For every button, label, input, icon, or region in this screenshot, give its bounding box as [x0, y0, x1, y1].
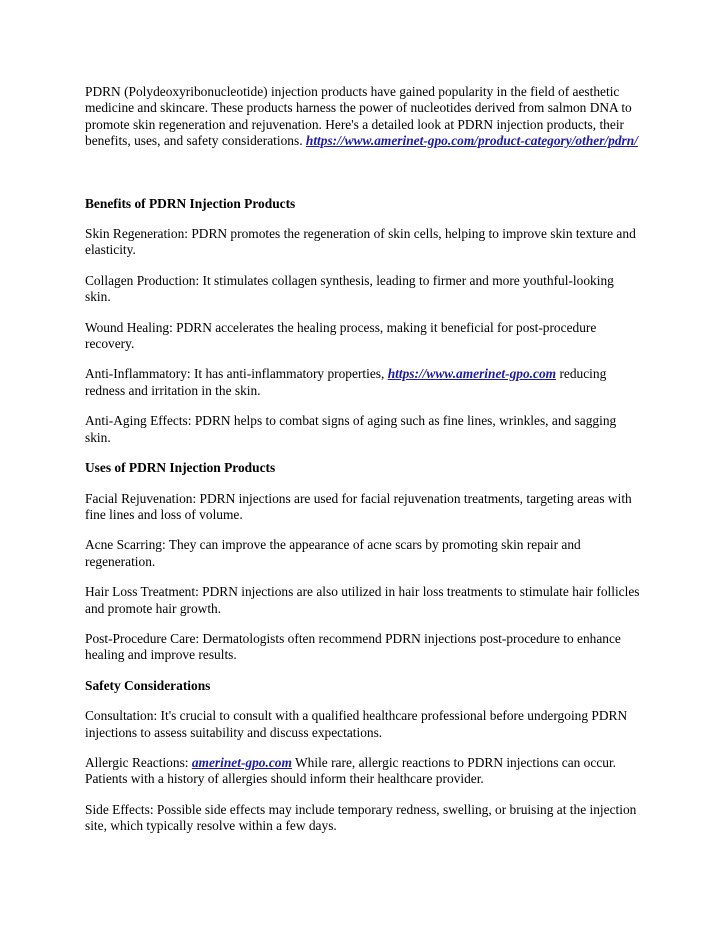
intro-text: PDRN (Polydeoxyribonucleotide) injection products have gained popularity in the field of aesthetic medicine and skincare. These products harness the power of nucleotides derived from salmon DNA to promote skin regeneration and rejuvenation. Here's a detailed look at PDRN injection products, their benefits, uses, and safety considerations.	[85, 84, 632, 149]
safety-heading: Safety Considerations	[85, 677, 211, 693]
use-post-procedure-care: Post-Procedure Care: Dermatologists often recommend PDRN injections post-procedure to enhance healing and improve results.	[85, 630, 621, 663]
intro-paragraph	[85, 84, 641, 150]
use-facial-rejuvenation: Facial Rejuvenation: PDRN injections are used for facial rejuvenation treatments, targeting areas with fine lines and loss of volume.	[85, 490, 632, 522]
allergic-text-before: Allergic Reactions:	[85, 754, 192, 770]
safety-side-effects: Side Effects: Possible side effects may include temporary redness, swelling, or bruising at the injection site, which typically resolve within a few days.	[85, 801, 637, 834]
anti-inflammatory-text-after: reducing redness and irritation in the skin.	[85, 366, 607, 398]
benefits-heading: Benefits of PDRN Injection Products	[85, 195, 296, 211]
benefit-collagen-production: Collagen Production: It stimulates collagen synthesis, leading to firmer and more youthful-looking skin.	[85, 272, 614, 305]
allergic-text-after: While rare, allergic reactions to PDRN injections can occur. Patients with a history of allergies should inform their healthcare provider.	[85, 754, 617, 787]
safety-allergic-reactions	[85, 755, 641, 788]
benefit-wound-healing: Wound Healing: PDRN accelerates the healing process, making it beneficial for post-procedure recovery.	[85, 319, 597, 352]
use-hair-loss-treatment: Hair Loss Treatment: PDRN injections are also utilized in hair loss treatments to stimulate hair follicles and promote hair growth.	[85, 584, 640, 616]
anti-inflammatory-text-before: Anti-Inflammatory: It has anti-inflammatory properties,	[85, 366, 388, 382]
anti-inflammatory-link[interactable]: https://www.amerinet-gpo.com	[387, 366, 557, 382]
benefit-anti-inflammatory	[85, 366, 641, 399]
safety-consultation: Consultation: It's crucial to consult with a qualified healthcare professional before undergoing PDRN injections to assess suitability and discuss expectations.	[85, 708, 628, 740]
document-page	[85, 84, 641, 849]
intro-link[interactable]: https://www.amerinet-gpo.com/product-category/other/pdrn/	[305, 133, 638, 149]
benefit-anti-aging: Anti-Aging Effects: PDRN helps to combat signs of aging such as fine lines, wrinkles, and sagging skin.	[85, 413, 617, 445]
uses-heading: Uses of PDRN Injection Products	[85, 460, 276, 476]
allergic-link[interactable]: amerinet-gpo.com	[191, 754, 292, 770]
use-acne-scarring: Acne Scarring: They can improve the appearance of acne scars by promoting skin repair and regeneration.	[85, 537, 581, 569]
benefit-skin-regeneration: Skin Regeneration: PDRN promotes the regeneration of skin cells, helping to improve skin texture and elasticity.	[85, 226, 636, 258]
